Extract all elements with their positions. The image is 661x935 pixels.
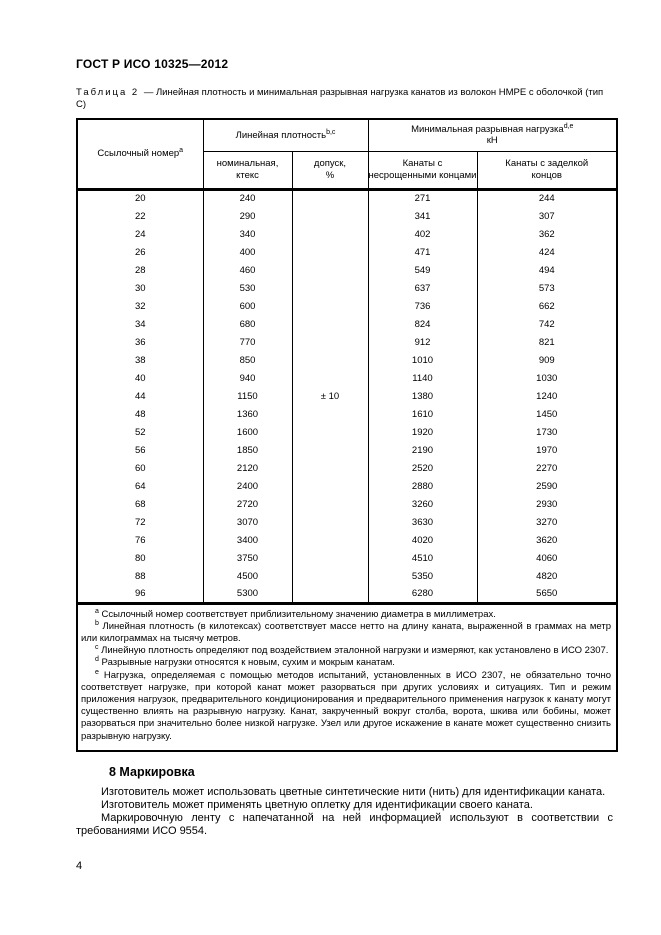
col-group-linear-density — [203, 119, 368, 151]
load-unspliced-cell: 736 — [368, 297, 477, 315]
footnote-marker: b — [95, 619, 99, 627]
load-spliced-cell: 1450 — [477, 405, 617, 423]
nominal-ktex-cell: 1850 — [203, 441, 292, 459]
col-header-nominal — [203, 151, 292, 189]
table-caption-label: Таблица 2 — [76, 87, 140, 98]
nominal-ktex-cell: 340 — [203, 225, 292, 243]
nominal-ktex-cell: 240 — [203, 189, 292, 207]
col-header-unspliced-line1: Канаты с — [402, 158, 443, 169]
document-code: ГОСТ Р ИСО 10325—2012 — [76, 57, 229, 71]
footnote-marker: a — [95, 607, 99, 615]
paragraph-colored-braid: Изготовитель может применять цветную оплетку для идентификации своего каната. — [101, 798, 533, 811]
nominal-ktex-cell: 4500 — [203, 567, 292, 585]
load-spliced-cell: 362 — [477, 225, 617, 243]
ref-number-cell: 24 — [77, 225, 203, 243]
load-spliced-cell: 662 — [477, 297, 617, 315]
col-header-spliced-line1: Канаты с заделкой — [505, 158, 589, 169]
ref-number-cell: 34 — [77, 315, 203, 333]
load-spliced-cell: 2590 — [477, 477, 617, 495]
load-unspliced-cell: 2520 — [368, 459, 477, 477]
nominal-ktex-cell: 530 — [203, 279, 292, 297]
ref-number-cell: 76 — [77, 531, 203, 549]
nominal-ktex-cell: 1600 — [203, 423, 292, 441]
table-caption — [76, 87, 613, 110]
ref-number-cell: 22 — [77, 207, 203, 225]
load-spliced-cell: 244 — [477, 189, 617, 207]
ref-number-cell: 52 — [77, 423, 203, 441]
load-unspliced-cell: 824 — [368, 315, 477, 333]
load-spliced-cell: 1970 — [477, 441, 617, 459]
paragraph-marking-tape: Маркировочную ленту с напечатанной на ней информацией используют в соответствии с требованиями ИСО 9554. — [76, 811, 613, 837]
ref-number-cell: 40 — [77, 369, 203, 387]
col-group-load-sup: d,e — [563, 122, 574, 130]
load-spliced-cell: 1730 — [477, 423, 617, 441]
load-unspliced-cell: 549 — [368, 261, 477, 279]
footnote: $^a$ Ссылочный номер соответствует приблизительному значению диаметра в миллиметрах. — [95, 607, 496, 620]
ref-number-cell: 30 — [77, 279, 203, 297]
load-unspliced-cell: 5350 — [368, 567, 477, 585]
footnote: $^d$ Разрывные нагрузки относятся к новым, сухим и мокрым канатам. — [95, 656, 395, 669]
ref-number-cell: 60 — [77, 459, 203, 477]
ref-number-cell: 72 — [77, 513, 203, 531]
col-group-density-label: Линейная плотность — [235, 129, 327, 141]
nominal-ktex-cell: 1150 — [203, 387, 292, 405]
load-spliced-cell: 307 — [477, 207, 617, 225]
load-spliced-cell: 1240 — [477, 387, 617, 405]
col-header-nominal-line2: ктекс — [236, 169, 259, 181]
load-spliced-cell: 742 — [477, 315, 617, 333]
col-group-min-breaking-load — [368, 119, 617, 151]
col-header-unspliced-ends — [368, 151, 477, 189]
ref-number-cell: 32 — [77, 297, 203, 315]
load-spliced-cell: 4820 — [477, 567, 617, 585]
load-unspliced-cell: 341 — [368, 207, 477, 225]
load-unspliced-cell: 1920 — [368, 423, 477, 441]
table-row — [77, 189, 617, 207]
load-unspliced-cell: 471 — [368, 243, 477, 261]
nominal-ktex-cell: 940 — [203, 369, 292, 387]
col-header-unspliced-line2: несрощенными концами — [368, 169, 477, 181]
load-spliced-cell: 5650 — [477, 585, 617, 603]
load-spliced-cell: 573 — [477, 279, 617, 297]
col-header-tolerance-line1: допуск, — [313, 158, 347, 169]
footnote: $^e$ Нагрузка, определяемая с помощью методов испытаний, установленных в ИСО 2307, не обязательно точно соответствует нагрузке, при которой канат может разорваться при других условиях и ситуациях. Тип и режим приложения нагрузок, предварительного кондиционирования и предварительного применения нагрузок к канату могут существенно влиять на разрывную нагрузку. Канат, закрученный вокруг столба, ворота, шкива или бобины, может разорваться при значительно более низкой нагрузке. Узел или другое искажение в канате может существенно снизить разрывную нагрузку. — [81, 668, 611, 742]
load-spliced-cell: 909 — [477, 351, 617, 369]
nominal-ktex-cell: 850 — [203, 351, 292, 369]
col-header-ref-sup: a — [179, 146, 184, 154]
nominal-ktex-cell: 3750 — [203, 549, 292, 567]
col-header-spliced-line2: концов — [531, 169, 562, 181]
nominal-ktex-cell: 5300 — [203, 585, 292, 603]
load-spliced-cell: 2930 — [477, 495, 617, 513]
col-header-tolerance — [292, 151, 368, 189]
col-header-nominal-line1: номинальная, — [216, 158, 279, 169]
col-header-ref-number — [77, 119, 203, 189]
load-unspliced-cell: 4020 — [368, 531, 477, 549]
footnote: $^c$ Линейную плотность определяют под воздействием эталонной нагрузки и измеряют, как установлено в ИСО 2307. — [95, 643, 609, 657]
nominal-ktex-cell: 680 — [203, 315, 292, 333]
load-unspliced-cell: 1140 — [368, 369, 477, 387]
table-body — [77, 189, 617, 603]
load-unspliced-cell: 4510 — [368, 549, 477, 567]
load-spliced-cell: 424 — [477, 243, 617, 261]
footnote-marker: e — [95, 668, 99, 676]
col-header-ref-label: Ссылочный номер — [97, 148, 180, 159]
table-caption-text: — Линейная плотность и минимальная разрывная нагрузка канатов из волокон HMPE с оболочкой (тип С) — [76, 87, 604, 110]
nominal-ktex-cell: 3070 — [203, 513, 292, 531]
ref-number-cell: 44 — [77, 387, 203, 405]
page-content — [76, 57, 613, 838]
load-unspliced-cell: 912 — [368, 333, 477, 351]
load-spliced-cell: 1030 — [477, 369, 617, 387]
footnotes-cell — [77, 603, 617, 751]
col-group-load-label: Минимальная разрывная нагрузка — [411, 123, 564, 135]
nominal-ktex-cell: 600 — [203, 297, 292, 315]
nominal-ktex-cell: 770 — [203, 333, 292, 351]
page-number: 4 — [76, 860, 83, 872]
ref-number-cell: 68 — [77, 495, 203, 513]
load-spliced-cell: 2270 — [477, 459, 617, 477]
table-2 — [76, 118, 618, 752]
load-unspliced-cell: 6280 — [368, 585, 477, 603]
load-unspliced-cell: 637 — [368, 279, 477, 297]
ref-number-cell: 96 — [77, 585, 203, 603]
load-unspliced-cell: 2190 — [368, 441, 477, 459]
ref-number-cell: 36 — [77, 333, 203, 351]
tolerance-cell: ± 10 — [292, 189, 368, 603]
load-spliced-cell: 821 — [477, 333, 617, 351]
col-group-load-unit: кН — [486, 135, 498, 147]
load-unspliced-cell: 1010 — [368, 351, 477, 369]
paragraph-identification-threads: Изготовитель может использовать цветные синтетические нити (нить) для идентификации каната. — [101, 785, 606, 798]
load-spliced-cell: 494 — [477, 261, 617, 279]
load-unspliced-cell: 1610 — [368, 405, 477, 423]
nominal-ktex-cell: 3400 — [203, 531, 292, 549]
ref-number-cell: 56 — [77, 441, 203, 459]
footnote: $^b$ Линейная плотность (в килотексах) соответствует массе нетто на длину каната, выраженной в граммах на метр или килограммах на тысячу метров. — [81, 619, 611, 644]
ref-number-cell: 88 — [77, 567, 203, 585]
table-header — [77, 119, 617, 189]
load-unspliced-cell: 1380 — [368, 387, 477, 405]
ref-number-cell: 80 — [77, 549, 203, 567]
nominal-ktex-cell: 2400 — [203, 477, 292, 495]
ref-number-cell: 28 — [77, 261, 203, 279]
load-unspliced-cell: 3630 — [368, 513, 477, 531]
footnote-marker: c — [95, 643, 99, 651]
nominal-ktex-cell: 290 — [203, 207, 292, 225]
ref-number-cell: 48 — [77, 405, 203, 423]
nominal-ktex-cell: 2120 — [203, 459, 292, 477]
load-spliced-cell: 3270 — [477, 513, 617, 531]
col-header-tolerance-line2: % — [325, 169, 335, 181]
ref-number-cell: 38 — [77, 351, 203, 369]
load-unspliced-cell: 271 — [368, 189, 477, 207]
ref-number-cell: 20 — [77, 189, 203, 207]
col-header-spliced-ends — [477, 151, 617, 189]
ref-number-cell: 64 — [77, 477, 203, 495]
footnote-marker: d — [95, 656, 99, 664]
nominal-ktex-cell: 1360 — [203, 405, 292, 423]
section-heading: 8 Маркировка — [109, 764, 195, 779]
load-spliced-cell: 4060 — [477, 549, 617, 567]
ref-number-cell: 26 — [77, 243, 203, 261]
nominal-ktex-cell: 400 — [203, 243, 292, 261]
load-unspliced-cell: 402 — [368, 225, 477, 243]
load-unspliced-cell: 2880 — [368, 477, 477, 495]
load-unspliced-cell: 3260 — [368, 495, 477, 513]
col-group-density-sup: b,c — [326, 128, 336, 136]
nominal-ktex-cell: 2720 — [203, 495, 292, 513]
nominal-ktex-cell: 460 — [203, 261, 292, 279]
table-footnotes — [77, 603, 617, 751]
load-spliced-cell: 3620 — [477, 531, 617, 549]
